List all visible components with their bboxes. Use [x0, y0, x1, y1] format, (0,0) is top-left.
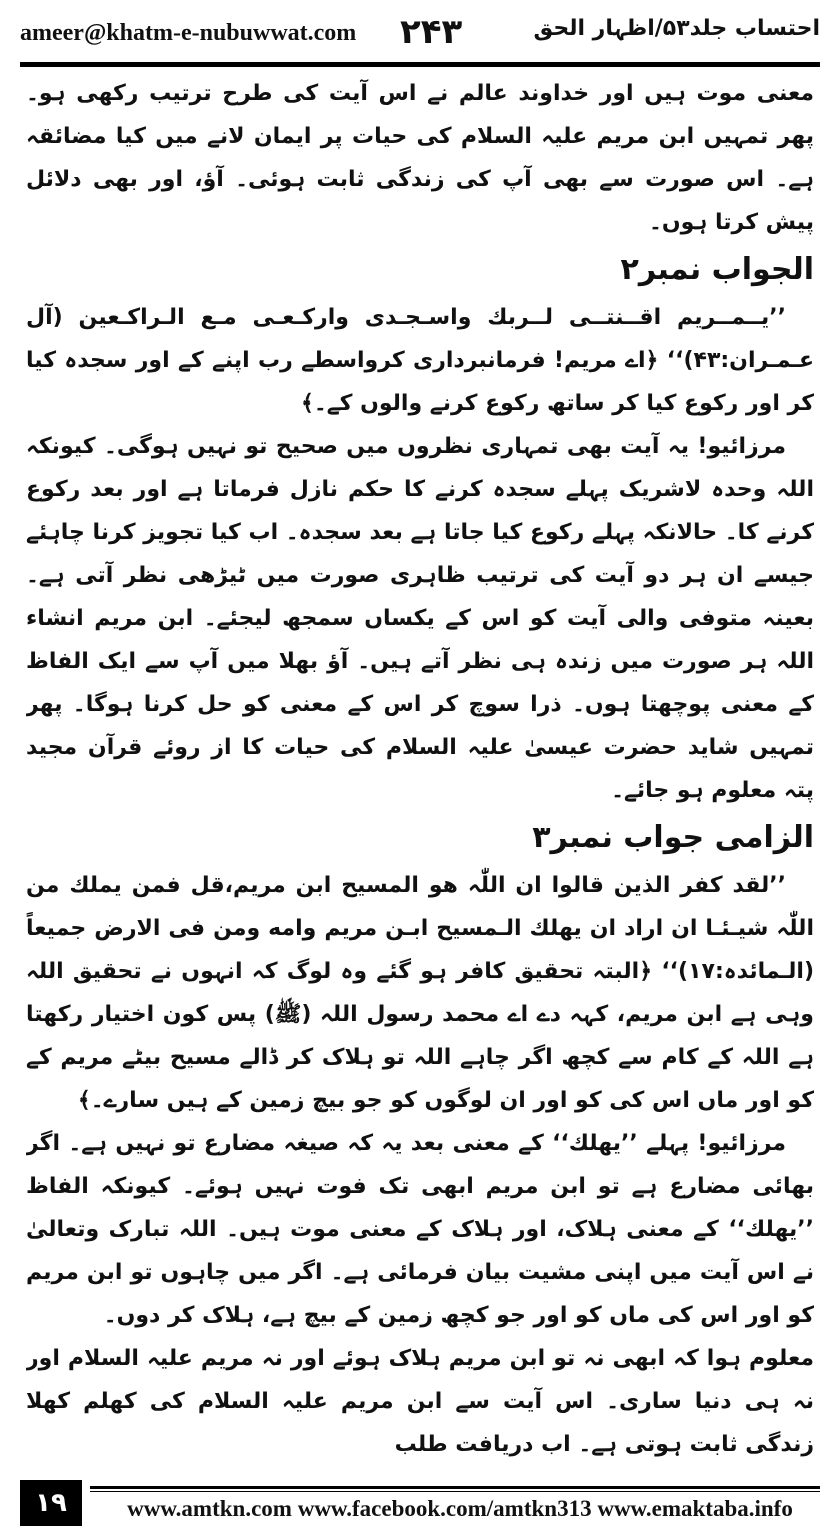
page-header [20, 12, 820, 62]
footer-rule-thin [90, 1491, 820, 1492]
paragraph-2: مرزائیو! یہ آیت بھی تمہاری نظروں میں صحیح تو نہیں ہوگی۔ کیونکہ اللہ وحدہ لاشریک پہلے سجدہ کرنے کا حکم نازل فرماتا ہے اور بعد رکوع کرنے کا۔ حالانکہ پہلے رکوع کیا جاتا ہے بعد سجدہ۔ اب کیا تجویز کرنا چاہئے جیسے ان ہر دو آیت کی ترتیب ظاہری صورت میں ٹیڑھی نظر آتی ہے۔ بعینہ متوفی والی آیت کو اس کے یکساں سمجھ لیجئے۔ ابن مریم انشاء اللہ ہر صورت میں زندہ ہی نظر آتے ہیں۔ آؤ بھلا میں آپ سے ایک الفاظ کے معنی پوچھتا ہوں۔ ذرا سوچ کر اس کے معنی کو حل کرنا ہوگا۔ پھر تمہیں شاید حضرت عیسیٰ علیہ السلام کی حیات کا از روئے قرآن مجید پتہ معلوم ہو جائے۔ [26, 434, 814, 803]
paragraph-3: مرزائیو! پہلے ’’یهلك‘‘ کے معنی بعد یہ کہ صیغہ مضارع تو نہیں ہے۔ اگر بھائی مضارع ہے تو ابن مریم ابھی تک فوت نہیں ہوئے۔ کیونکہ الفاظ ’’یهلك‘‘ کے معنی ہلاک، اور ہلاک کے معنی موت ہیں۔ اللہ تبارک وتعالیٰ نے اس آیت میں اپنی مشیت بیان فرمائی ہے۔ اگر میں چاہوں تو ابن مریم کو اور اس کی ماں کو اور جو کچھ زمین کے بیچ ہے، ہلاک کر دوں۔ [26, 1131, 814, 1328]
footer-page-number: ۱۹ [20, 1480, 82, 1526]
footer-rule [90, 1486, 820, 1489]
paragraph-4: معلوم ہوا کہ ابھی نہ تو ابن مریم ہلاک ہوئے اور نہ مریم علیہ السلام اور نہ ہی دنیا ساری۔ اس آیت سے ابن مریم علیہ السلام کی کھلم کھلا زندگی ثابت ہوتی ہے۔ اب دریافت طلب [26, 1346, 814, 1457]
page-content [26, 72, 814, 1472]
page-footer [20, 1480, 820, 1526]
heading-answer-2: الجواب نمبر۲ [620, 252, 814, 287]
header-rule [20, 62, 820, 67]
header-email: ameer@khatm-e-nubuwwat.com [20, 20, 357, 46]
header-page-number: ۲۴۳ [400, 12, 463, 52]
paragraph-1: معنی موت ہیں اور خداوند عالم نے اس آیت کی طرح ترتیب رکھی ہو۔ پھر تمہیں ابن مریم علیہ السلام کی حیات پر ایمان لانے میں کیا مضائقہ ہے۔ اس صورت سے بھی آپ کی زندگی ثابت ہوئی۔ آؤ، اور بھی دلائل پیش کرتا ہوں۔ [26, 81, 814, 235]
heading-answer-3: الزامی جواب نمبر۳ [532, 820, 814, 855]
header-book-title: احتساب جلد۵۳/اظہار الحق [533, 16, 820, 41]
quote-verse-1: ’’یــمــریم اقــنتــی لــربك واسـجـدی وارکـعـی مـع الـراکـعین (آل عـمـران:۴۳)‘‘ ﴿اے مریم! فرمانبرداری کرواسطے رب اپنے کے اور سجدہ کیا کر اور رکوع کیا کر ساتھ رکوع کرنے والوں کے۔﴾ [26, 305, 814, 416]
quote-verse-2: ’’لقد کفر الذین قالوا ان اللّٰہ هو المسیح ابن مریم،قل فمن یملك من اللّٰہ شیـئـا ان اراد ان یهلك الـمسیح ابـن مریم وامه ومن فی الارض جمیعاً (الـمائدہ:۱۷)‘‘ ﴿البتہ تحقیق کافر ہو گئے وہ لوگ کہ انہوں نے تحقیق اللہ وہی ہے ابن مریم، کہہ دے اے محمد رسول اللہ (ﷺ) پس کون اختیار رکھتا ہے اللہ کے کام سے کچھ اگر چاہے اللہ تو ہلاک کر ڈالے مسیح بیٹے مریم کے کو اور ماں اس کی کو اور ان لوگوں کو جو بیچ زمین کے ہیں سارے۔﴾ [26, 873, 814, 1113]
footer-links[interactable]: www.amtkn.com www.facebook.com/amtkn313 www.emaktaba.info [127, 1496, 793, 1521]
